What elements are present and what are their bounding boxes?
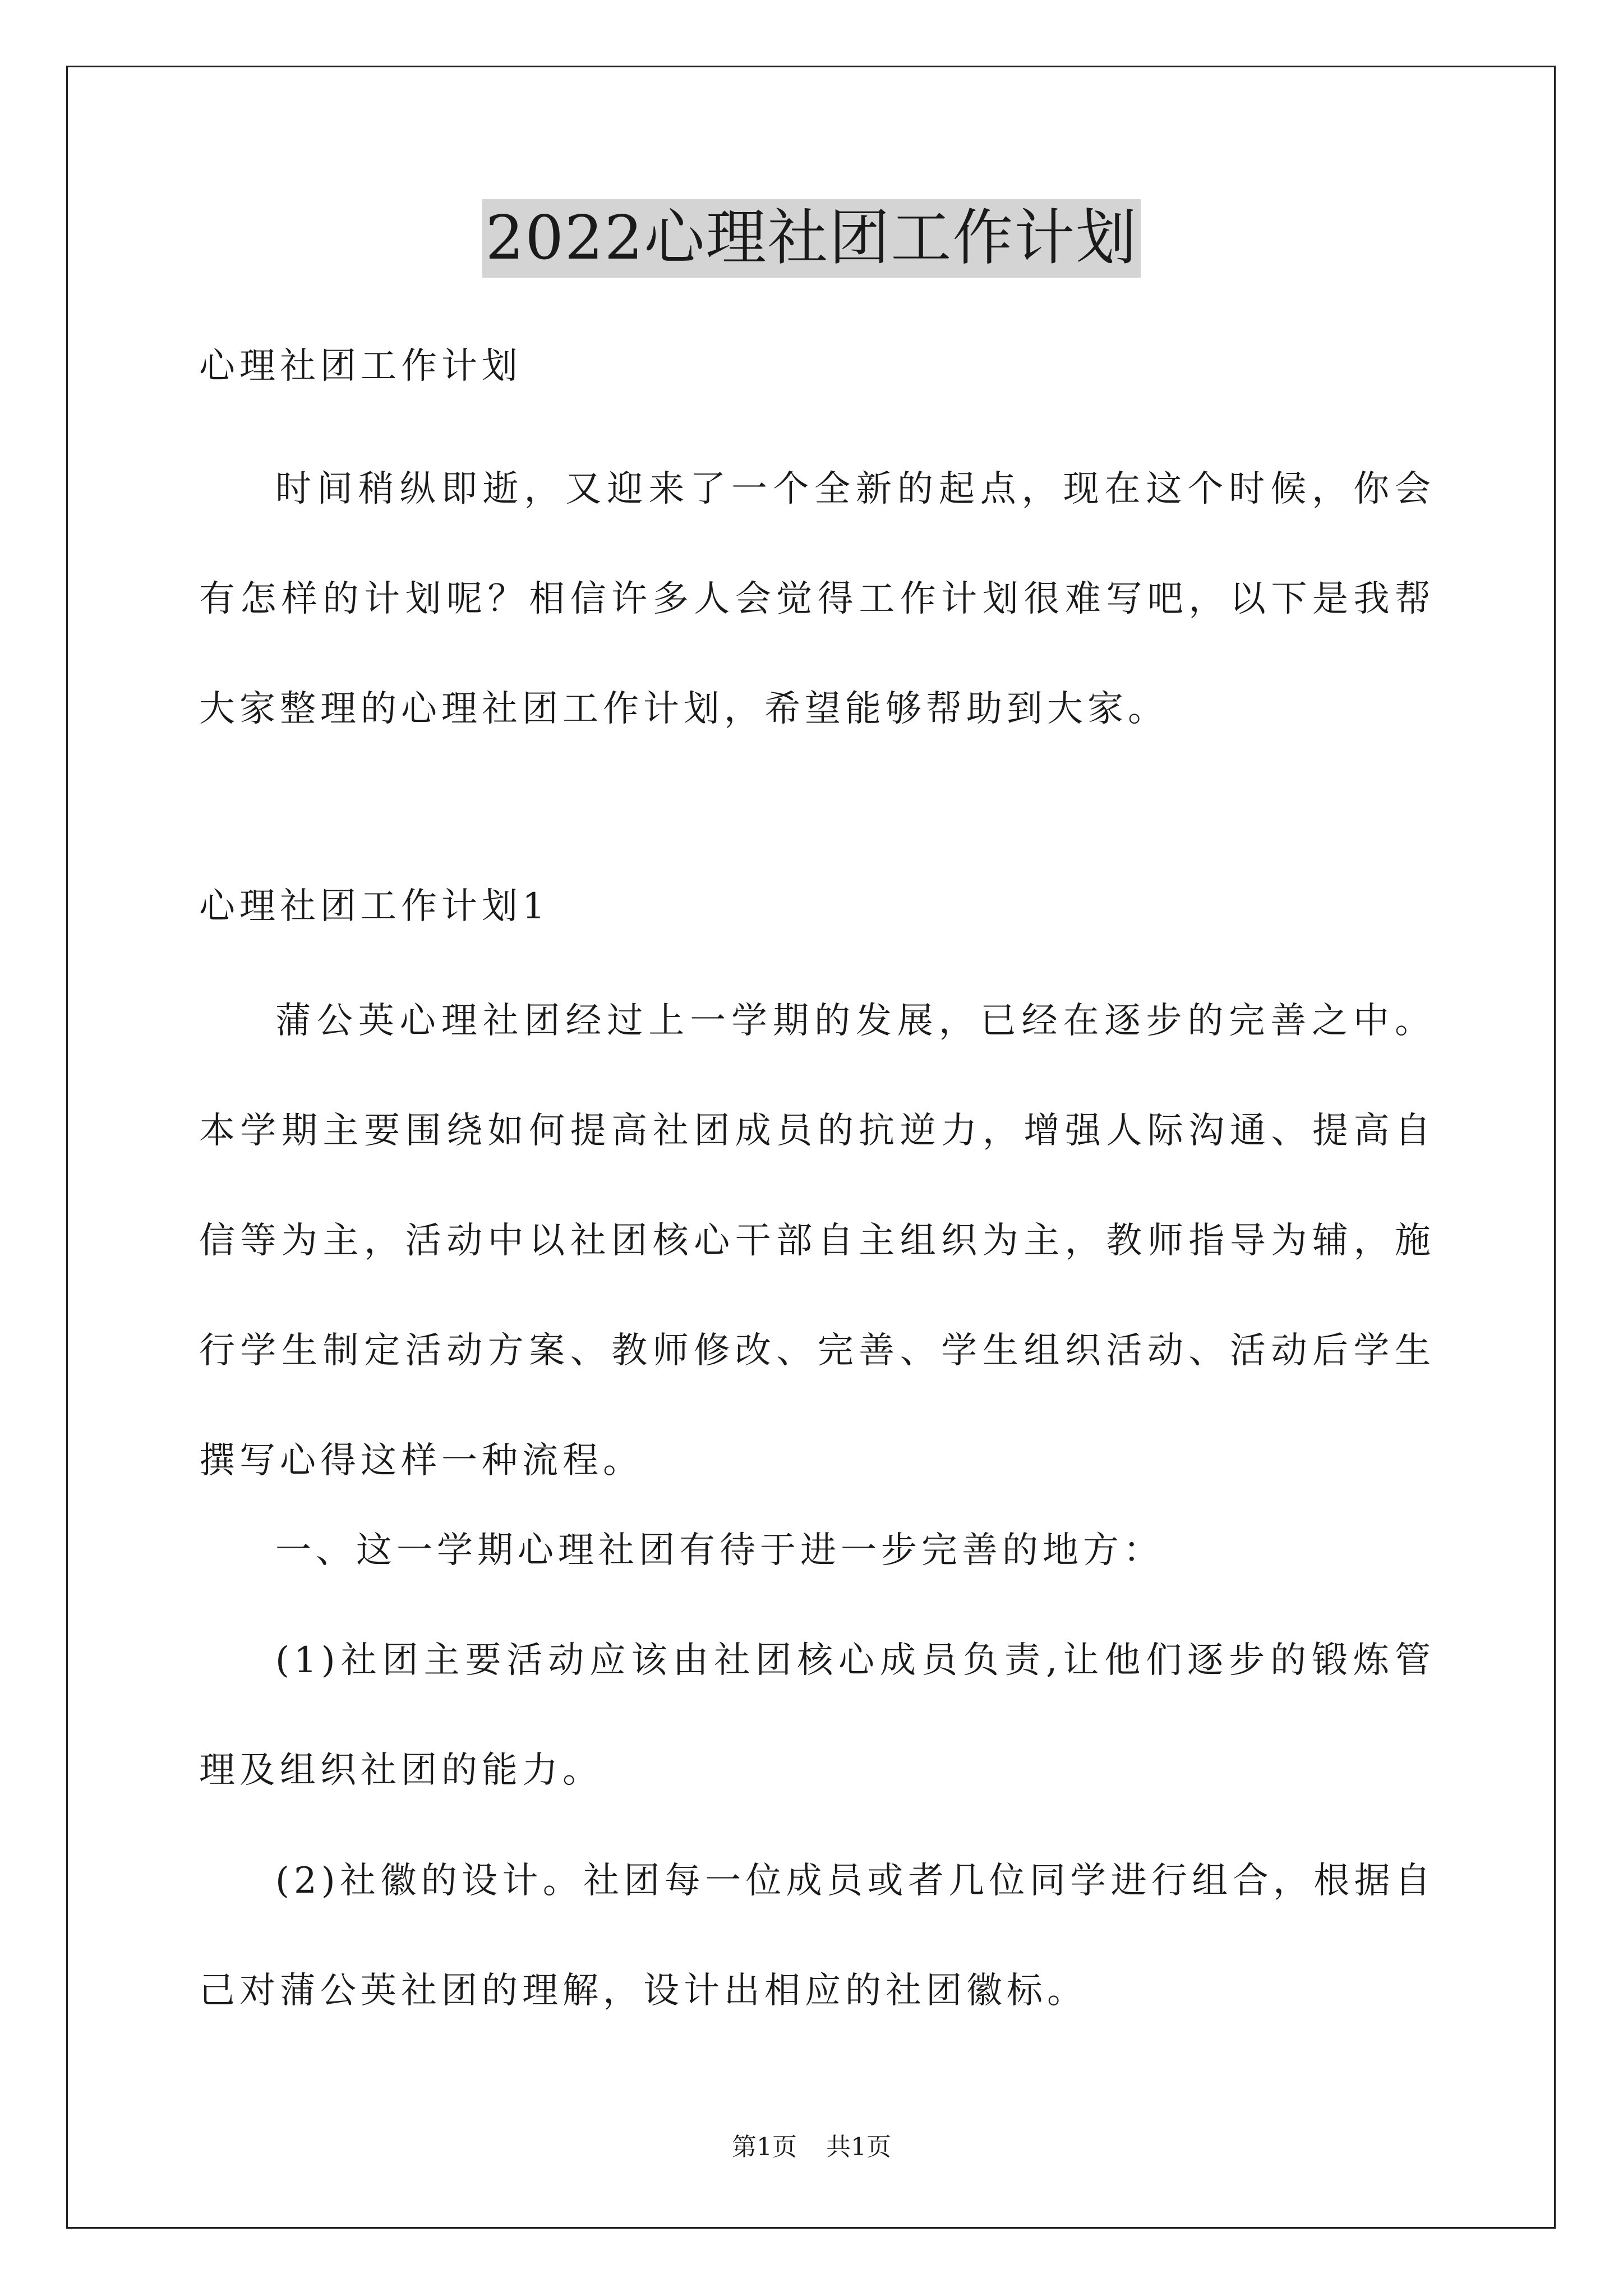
page-footer xyxy=(0,2132,1623,2163)
document-subtitle: 心理社团工作计划 xyxy=(199,346,522,387)
title-container xyxy=(0,199,1623,278)
intro-paragraph: 时间稍纵即逝，又迎来了一个全新的起点，现在这个时候，你会有怎样的计划呢？相信许多人会觉得工作计划很难写吧，以下是我帮大家整理的心理社团工作计划，希望能够帮助到大家。 xyxy=(199,468,1435,730)
section-heading: 心理社团工作计划1 xyxy=(199,886,550,927)
point-heading: 一、这一学期心理社团有待于进一步完善的地方： xyxy=(275,1530,1164,1571)
document-title: 2022心理社团工作计划 xyxy=(482,199,1141,278)
section-paragraph: 蒲公英心理社团经过上一学期的发展，已经在逐步的完善之中。本学期主要围绕如何提高社团成员的抗逆力，增强人际沟通、提高自信等为主，活动中以社团核心干部自主组织为主，教师指导为辅，施行学生制定活动方案、教师修改、完善、学生组织活动、活动后学生撰写心得这样一种流程。 xyxy=(199,1000,1435,1481)
page-number: 第1页 xyxy=(732,2133,797,2161)
page-total: 共1页 xyxy=(826,2133,891,2161)
list-item: (1)社团主要活动应该由社团核心成员负责,让他们逐步的锻炼管理及组织社团的能力。 xyxy=(199,1640,1435,1791)
list-item: (2)社徽的设计。社团每一位成员或者几位同学进行组合，根据自己对蒲公英社团的理解，设计出相应的社团徽标。 xyxy=(199,1860,1435,2012)
